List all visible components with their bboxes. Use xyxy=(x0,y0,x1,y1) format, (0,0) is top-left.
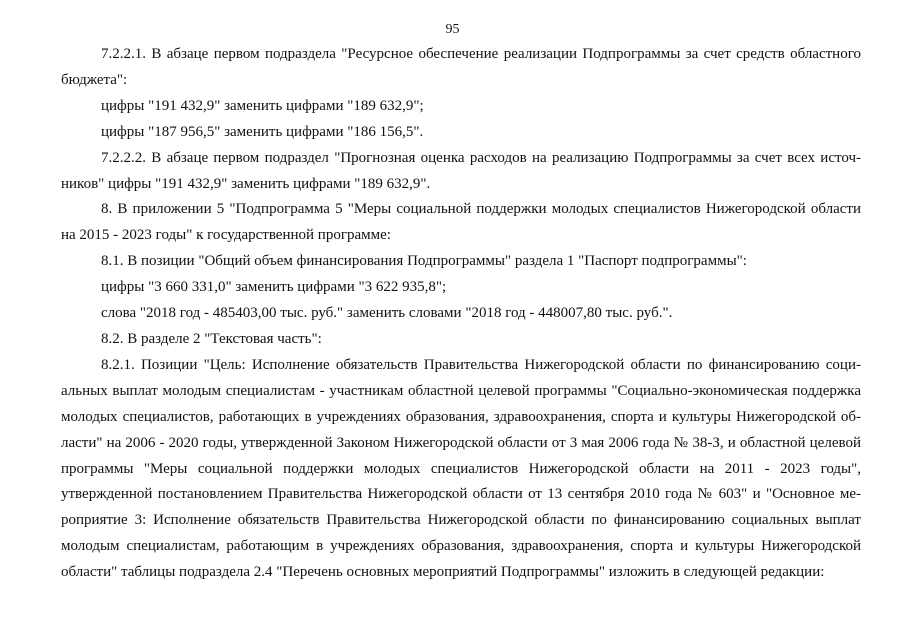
paragraph-8: 8. В приложении 5 "Подпрограмма 5 "Меры социальной поддержки молодых специалистов Нижегородской области на 2015 - 2023 годы" к государственной программе: xyxy=(61,201,861,244)
paragraph-digits-replace-2: цифры "187 956,5" заменить цифрами "186 156,5". xyxy=(101,123,424,140)
paragraph-7-2-2-1: 7.2.2.1. В абзаце первом подраздела "Ресурсное обеспечение реализации Подпрограммы за счет средств областного бюджета": xyxy=(61,46,861,88)
paragraph-8-2-1: 8.2.1. Позиции "Цель: Исполнение обязательств Правительства Нижегородской области по финансированию социальных выплат молодым специалистам - участникам областной целевой программы "Социально-экономическая поддержка молодых специалистов, работающих в учреждениях образования, здравоохранения, спорта и культуры Нижегородской области" на 2006 - 2020 годы, утвержденной Законом Нижегородской области от 3 мая 2006 года № 38-З, и областной целевой программы "Меры социальной поддержки молодых специалистов Нижегородской области на 2011 - 2023 годы", утвержденной постановлением Правительства Нижегородской области от 13 сентября 2010 года № 603" и "Основное мероприятие 3: Исполнение обязательств Правительства Нижегородской области по финансированию социальных выплат молодым специалистам, работающим в учреждениях образования, здравоохранения, спорта и культуры Нижегородской области" таблицы подраздела 2.4 "Перечень основных мероприятий Подпрограммы" изложить в следующей редакции: xyxy=(61,356,861,581)
paragraph-words-replace: слова "2018 год - 485403,00 тыс. руб." заменить словами "2018 год - 448007,80 тыс. руб.". xyxy=(101,305,673,322)
paragraph-8-1: 8.1. В позиции "Общий объем финансирования Подпрограммы" раздела 1 "Паспорт подпрограммы": xyxy=(101,253,747,270)
page-number: 95 xyxy=(445,22,460,37)
document-body xyxy=(61,42,861,586)
paragraph-digits-replace-1: цифры "191 432,9" заменить цифрами "189 632,9"; xyxy=(101,97,424,114)
paragraph-digits-replace-3: цифры "3 660 331,0" заменить цифрами "3 622 935,8"; xyxy=(101,279,447,296)
paragraph-8-2: 8.2. В разделе 2 "Текстовая часть": xyxy=(101,330,322,347)
paragraph-7-2-2-2: 7.2.2.2. В абзаце первом подраздел "Прогнозная оценка расходов на реализацию Подпрограммы за счет всех источников" цифры "191 432,9" заменить цифрами "189 632,9". xyxy=(61,149,861,192)
